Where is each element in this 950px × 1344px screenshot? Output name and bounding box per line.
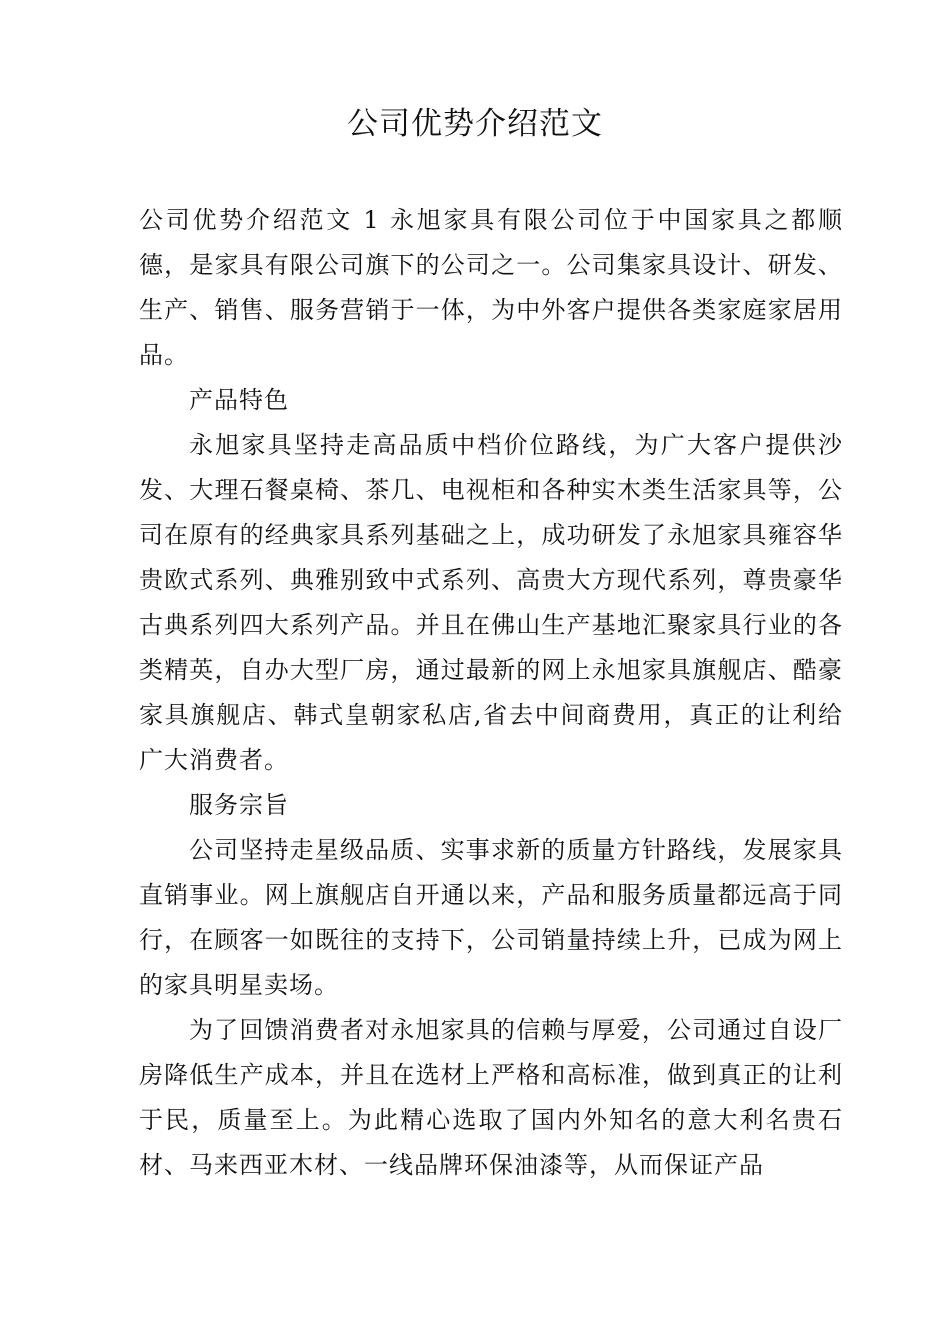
- document-body: [139, 198, 843, 1188]
- document-title: 公司优势介绍范文: [347, 106, 603, 142]
- product-features-paragraph: 永旭家具坚持走高品质中档价位路线，为广大客户提供沙发、大理石餐桌椅、茶几、电视柜和各种实木类生活家具等，公司在原有的经典家具系列基础之上，成功研发了永旭家具雍容华贵欧式系列、典雅别致中式系列、高贵大方现代系列，尊贵豪华古典系列四大系列产品。并且在佛山生产基地汇聚家具行业的各类精英，自办大型厂房，通过最新的网上永旭家具旗舰店、酷豪家具旗舰店、韩式皇朝家私店,省去中间商费用，真正的让利给广大消费者。: [139, 431, 843, 774]
- feedback-paragraph: 为了回馈消费者对永旭家具的信赖与厚爱，公司通过自设厂房降低生产成本，并且在选材上严格和高标准，做到真正的让利于民，质量至上。为此精心选取了国内外知名的意大利名贵石材、马来西亚木材、一线品牌环保油漆等，从而保证产品: [139, 1016, 843, 1179]
- intro-paragraph: 公司优势介绍范文 1 永旭家具有限公司位于中国家具之都顺德，是家具有限公司旗下的公司之一。公司集家具设计、研发、生产、销售、服务营销于一体，为中外客户提供各类家庭家居用品。: [139, 206, 843, 369]
- service-purpose-paragraph: 公司坚持走星级品质、实事求新的质量方针路线，发展家具直销事业。网上旗舰店自开通以来，产品和服务质量都远高于同行，在顾客一如既往的支持下，公司销量持续上升，已成为网上的家具明星卖场。: [139, 836, 843, 999]
- section-heading-service-purpose: 服务宗旨: [189, 791, 289, 819]
- section-heading-product-features: 产品特色: [189, 386, 289, 414]
